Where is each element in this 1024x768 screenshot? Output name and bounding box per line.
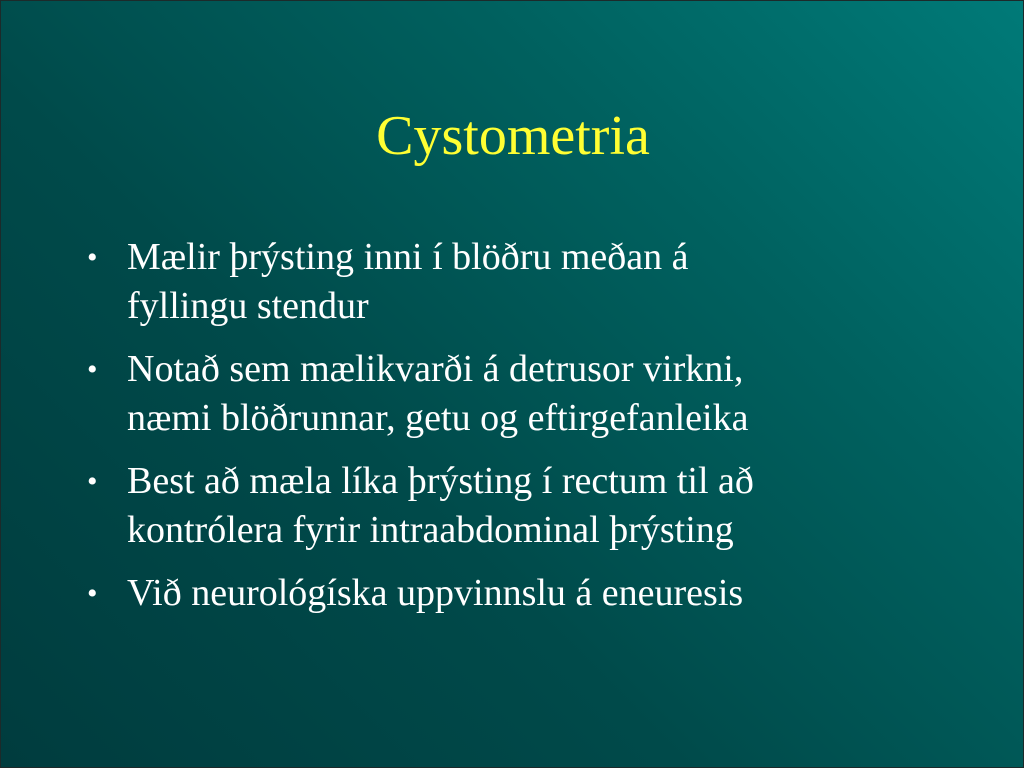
bullet-text-line: Við neurológíska uppvinnslu á eneuresis [127,572,744,614]
bullet-text-line: kontrólera fyrir intraabdominal þrýsting [127,509,734,551]
bullet-dot-icon: • [87,577,98,610]
bullet-text-line: Best að mæla líka þrýsting í rectum til að [127,460,754,502]
bullet-text-line: Mælir þrýsting inni í blöðru meðan á [127,236,689,278]
bullet-list [81,233,921,632]
bullet-text-line: Notað sem mælikvarði á detrusor virkni, [127,348,744,390]
slide-title: Cystometria [376,105,650,167]
bullet-text-line: fyllingu stendur [127,285,369,327]
bullet-item [81,233,921,331]
bullet-dot-icon: • [87,465,98,498]
bullet-item [81,457,921,555]
bullet-item [81,345,921,443]
bullet-item [81,569,921,618]
bullet-dot-icon: • [87,241,98,274]
bullet-text-line: næmi blöðrunnar, getu og eftirgefanleika [127,397,749,439]
bullet-dot-icon: • [87,353,98,386]
